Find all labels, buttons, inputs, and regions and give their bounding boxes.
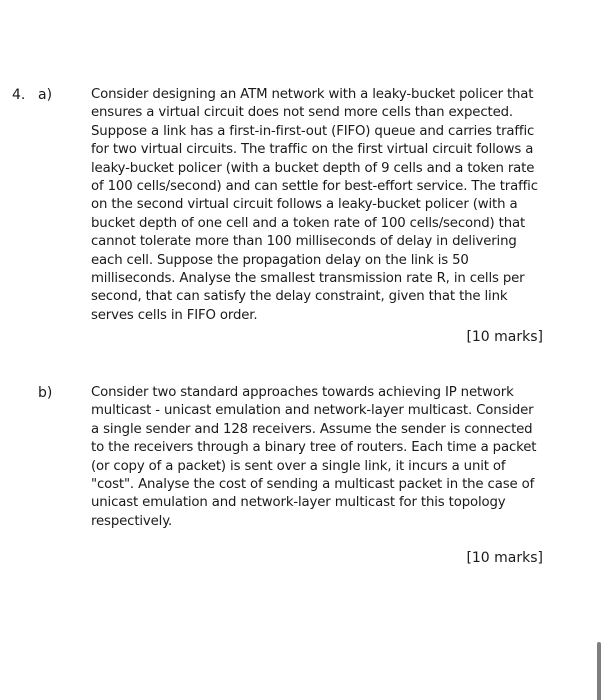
- part-b-marks: [10 marks]: [466, 550, 543, 566]
- part-a-text: Consider designing an ATM network with a leaky-bucket policer that ensures a virtual circuit does not send more cells than expected. Suppose a link has a first-in-first-out (FIFO) queue and carries traffic for two virtual circuits. The traffic on the first virtual circuit follows a leaky-bucket policer (with a bucket depth of 9 cells and a token rate of 100 cells/second) and can settle for best-effort service. The traffic on the second virtual circuit follows a leaky-bucket policer (with a bucket depth of one cell and a token rate of 100 cells/second) that cannot tolerate more than 100 milliseconds of delay in delivering each cell. Suppose the propagation delay on the link is 50 milliseconds. Analyse the smallest transmission rate R, in cells per second, that can satisfy the delay constraint, given that the link serves cells in FIFO order.: [91, 87, 538, 323]
- part-a-label: a): [38, 87, 53, 103]
- part-b-label: b): [38, 385, 53, 401]
- part-a-marks: [10 marks]: [466, 329, 543, 345]
- scrollbar[interactable]: [597, 642, 601, 700]
- part-b-text: Consider two standard approaches towards achieving IP network multicast - unicast emulation and network-layer multicast. Consider a single sender and 128 receivers. Assume the sender is connected to the receivers through a binary tree of routers. Each time a packet (or copy of a packet) is sent over a single link, it incurs a unit of "cost". Analyse the cost of sending a multicast packet in the case of unicast emulation and network-layer multicast for this topology respectively.: [91, 385, 537, 529]
- question-number: 4.: [12, 87, 26, 103]
